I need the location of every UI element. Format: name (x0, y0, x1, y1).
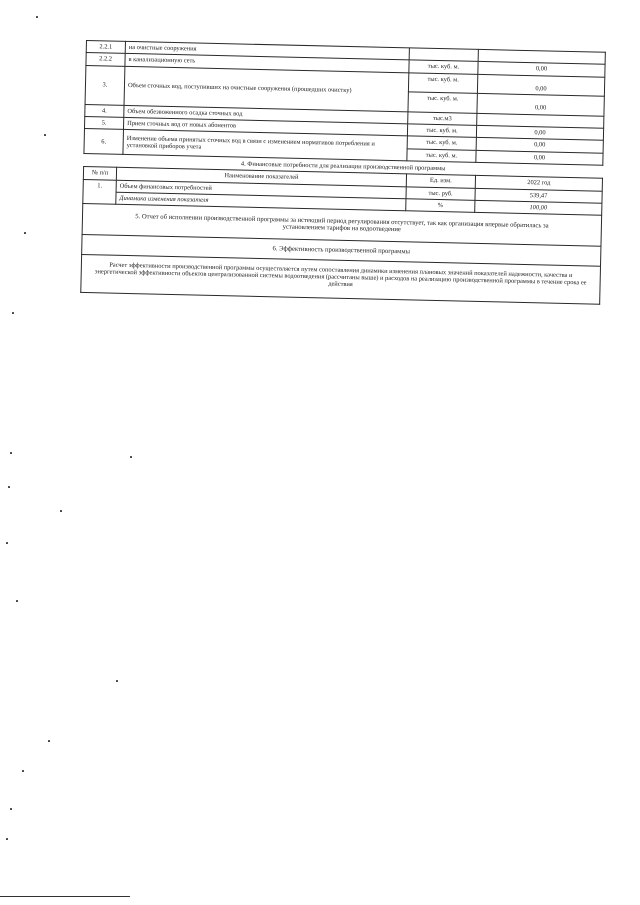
row-unit: тыс. куб. м. (407, 124, 476, 138)
row-label: Объем сточных вод, поступивших на очистные сооружения (прошедших очистку) (124, 66, 409, 111)
scan-speck (60, 510, 62, 512)
scan-speck (6, 838, 8, 840)
row-value: 0,00 (477, 94, 604, 116)
row-number: 3. (85, 65, 125, 105)
row-value: 0,00 (477, 74, 604, 96)
scan-speck (36, 16, 38, 18)
row-unit: % (406, 199, 475, 213)
scan-speck (10, 808, 12, 810)
row-value: 0,00 (476, 138, 603, 153)
row-number: 6. (84, 129, 124, 155)
row-value: 0,00 (478, 62, 605, 77)
row-unit: тыс. куб. м. (409, 60, 478, 74)
row-unit: тыс. куб. м. (408, 73, 477, 94)
row-unit: тыс.м3 (408, 112, 477, 126)
scan-speck (8, 486, 10, 488)
financial-needs-caption: 4. Финансовые потребности для реализации производственной программы (240, 160, 446, 173)
header-unit: Ед. изм. (406, 174, 475, 188)
header-number: № п/п (83, 167, 116, 180)
row-label: Изменение объема принятых сточных вод в связи с изменением нормативов потребления и установкой приборов учета (123, 130, 407, 161)
report-text: 5. Отчет об исполнении производственной программы за истекший период регулирования отсутствует, так как организация впервые обратилась за установлением тарифов на водоотведение (135, 213, 549, 234)
scan-speck (44, 134, 46, 136)
scan-speck (12, 312, 14, 314)
row-unit: тыс. куб. м. (407, 149, 476, 163)
row-number: 1. (83, 179, 117, 204)
wastewater-volume-table (83, 40, 605, 166)
row-number: 2.2.2 (86, 53, 125, 66)
scan-speck (6, 542, 8, 544)
row-label: Объем обезвоженного осадка сточных вод (124, 105, 408, 124)
row-label: Прием сточных вод от новых абонентов (123, 117, 407, 136)
row-label: на очистные сооружения (125, 41, 409, 60)
document-page (80, 40, 606, 305)
row-number: 4. (85, 104, 124, 117)
header-name: Наименование показателей (116, 167, 406, 186)
scan-speck (48, 740, 50, 742)
scan-speck (130, 456, 132, 458)
row-value: 0,00 (476, 150, 603, 165)
scan-speck (16, 600, 18, 602)
row-unit: тыс. куб. м. (408, 92, 477, 113)
header-year: 2022 год (475, 176, 602, 191)
row-label: Объем финансовых потребностей (116, 180, 406, 199)
bottom-rule (0, 896, 130, 897)
scan-speck (116, 680, 118, 682)
row-unit: тыс. куб. м. (407, 136, 476, 150)
row-number: 5. (84, 117, 123, 130)
scan-speck (22, 770, 24, 772)
efficiency-title: 6. Эффективность производственной программы (272, 245, 411, 256)
scan-speck (24, 232, 26, 234)
row-number: 2.2.1 (86, 41, 125, 54)
row-value: 539,47 (475, 188, 602, 203)
row-value: 0,00 (476, 125, 603, 140)
scan-speck (10, 452, 12, 454)
row-value: 100,00 (475, 200, 602, 215)
row-label: в канализационную сеть (125, 54, 409, 73)
efficiency-text: Расчет эффективности производственной программы осуществляется путем сопоставления динамики изменения плановых значений показателей надежности, качества и энергетической эффективности объектов централизованной системы водоотведения (рассчитаны выше) и расходов на реализацию производственной программы в течение срока ее действия (94, 261, 587, 289)
row-label: Динамика изменения показателя (116, 192, 406, 211)
row-unit: тыс. руб. (406, 186, 475, 200)
